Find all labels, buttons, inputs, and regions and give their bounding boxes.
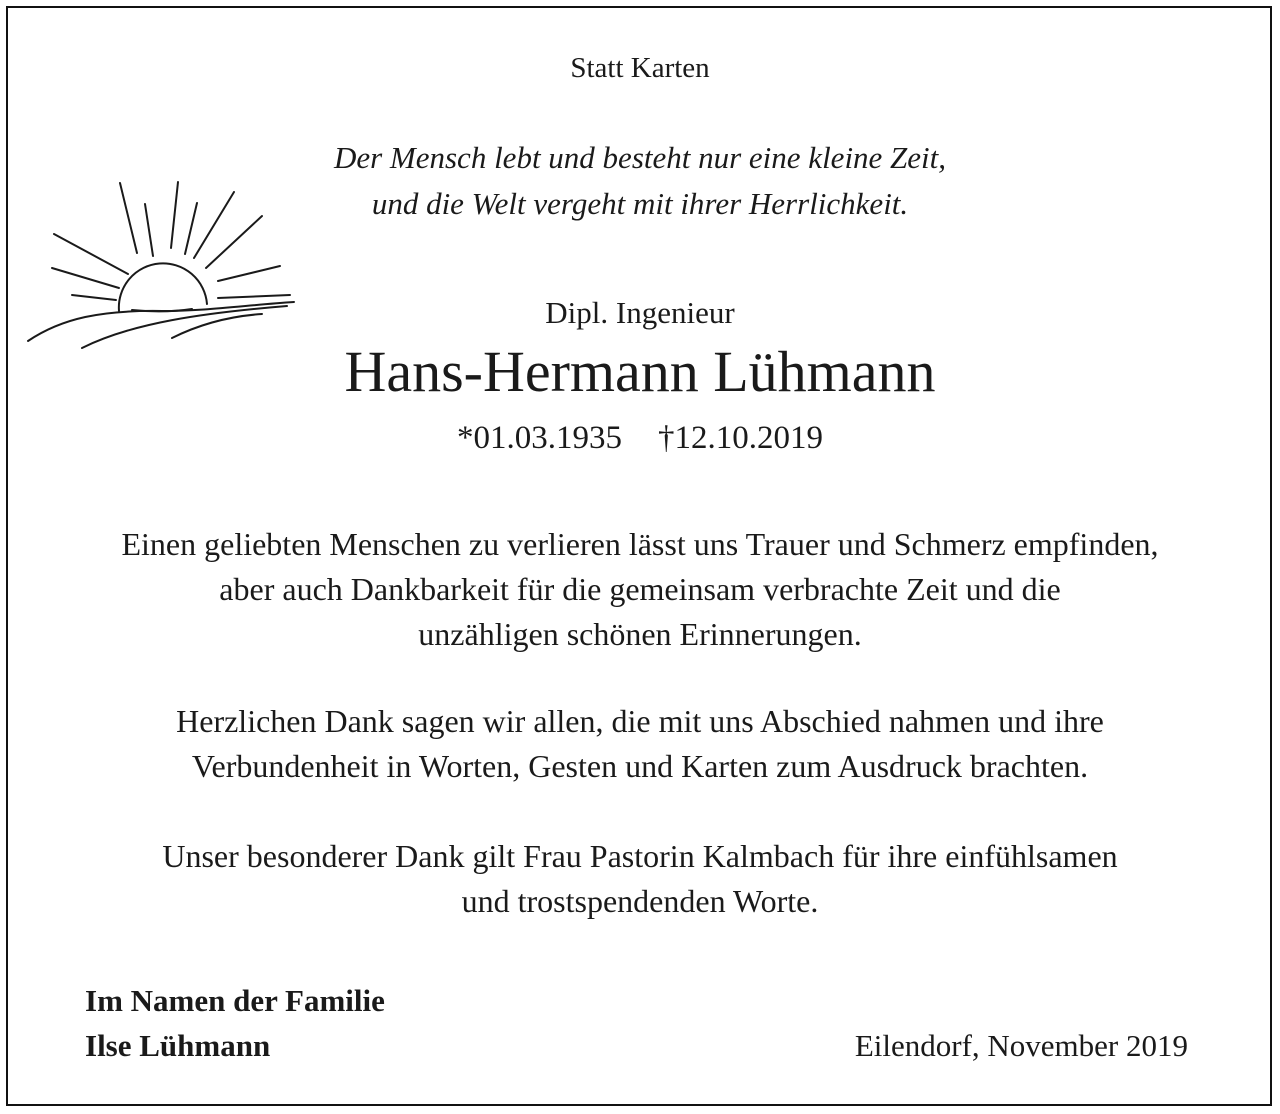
quote-line-1: Der Mensch lebt und besteht nur eine kleine Zeit, — [333, 140, 947, 175]
birth-date: *01.03.1935 — [457, 420, 622, 456]
signature-line-2: Ilse Lühmann — [85, 1028, 271, 1063]
quote-line-2: und die Welt vergeht mit ihrer Herrlichkeit. — [371, 186, 909, 221]
paragraph-3-line-2: und trostspendenden Worte. — [461, 883, 819, 919]
deceased-name: Hans-Hermann Lühmann — [344, 339, 936, 404]
paragraph-1-line-1: Einen geliebten Menschen zu verlieren lässt uns Trauer und Schmerz empfinden, — [121, 526, 1159, 562]
paragraph-2-line-2: Verbundenheit in Worten, Gesten und Karten zum Ausdruck brachten. — [191, 748, 1089, 784]
death-date: †12.10.2019 — [658, 420, 823, 456]
paragraph-2-line-1: Herzlichen Dank sagen wir allen, die mit uns Abschied nahmen und ihre — [176, 703, 1104, 739]
header-statt-karten: Statt Karten — [570, 52, 710, 84]
place-and-date: Eilendorf, November 2019 — [854, 1028, 1188, 1063]
signature-line-1: Im Namen der Familie — [85, 983, 385, 1018]
paragraph-1-line-2: aber auch Dankbarkeit für die gemeinsam verbrachte Zeit und die — [219, 571, 1061, 607]
paragraph-1-line-3: unzähligen schönen Erinnerungen. — [418, 616, 862, 652]
life-dates — [0, 420, 1280, 457]
academic-title: Dipl. Ingenieur — [545, 295, 735, 330]
paragraph-3-line-1: Unser besonderer Dank gilt Frau Pastorin Kalmbach für ihre einfühlsamen — [162, 838, 1118, 874]
